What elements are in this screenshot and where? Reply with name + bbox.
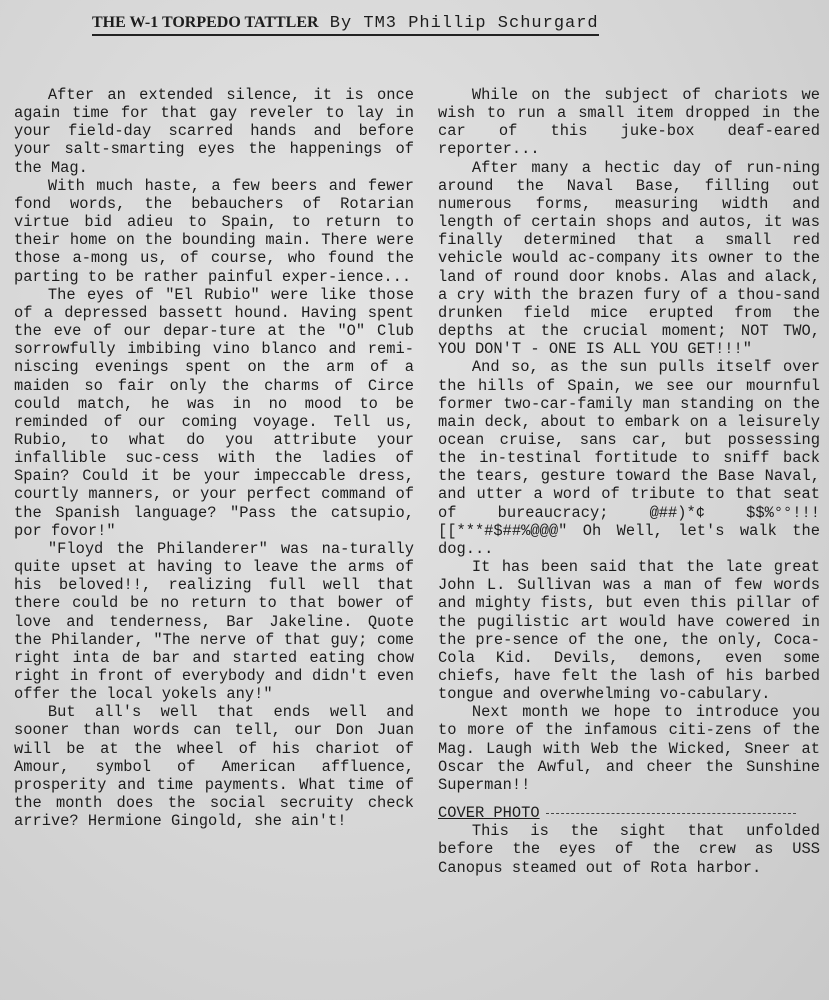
publication-title: THE W-1 TORPEDO TATTLER	[92, 14, 319, 31]
paragraph: After many a hectic day of run-ning around the Naval Base, filling out numerous forms, measuring width and length of certain shops and autos, it was finally determined that a small red vehicle would ac-company its owner to the land of round door knobs. Alas and alack, a cry with the brazen fury of a thou-sand drunken field mice erupted from the depths at the crucial moment; NOT TWO, YOU DON'T - ONE IS ALL YOU GET!!!"	[438, 158, 820, 359]
paragraph: The eyes of "El Rubio" were like those of a depressed bassett hound. Having spent the eve of our depar-ture at the "O" Club sorrowfully imbibing vino blanco and remi-niscing evenings spent on the arm of a maiden so fair only the charms of Circe could match, he was in no mood to be reminded of our coming voyage. Tell us, Rubio, to what do you attribute your infallible suc-cess with the ladies of Spain? Could it be your impeccable dress, courtly manners, or your perfect command of the Spanish language? "Pass the catsupio, por fovor!"	[14, 285, 414, 540]
paragraph: With much haste, a few beers and fewer fond words, the bebauchers of Rotarian virtue bid adieu to Spain, to return to their home on the bounding main. There were those a-mong us, of course, who found the parting to be rather painful exper-ience...	[14, 176, 414, 286]
paragraph: And so, as the sun pulls itself over the hills of Spain, we see our mournful former two-car-family man standing on the main deck, about to embark on a leisurely ocean cruise, sans car, but possessing the in-testinal fortitude to sniff back the tears, gesture toward the Base Naval, and utter a word of tribute to that seat of bureaucracy; @##)*¢ $$%°°!!![[***#$##%@@@" Oh Well, let's walk the dog...	[438, 358, 820, 558]
left-column	[14, 86, 414, 830]
dashed-rule	[546, 813, 796, 814]
paragraph: "Floyd the Philanderer" was na-turally quite upset at having to leave the arms of his beloved!!, realizing full well that there could be no return to that bower of love and tenderness, Bar Jakeline. Quote the Philander, "The nerve of that guy; come right inta de bar and started eating chow right in front of everybody and didn't even offer the local yokels any!"	[14, 539, 414, 704]
page-header	[92, 14, 599, 36]
paragraph: While on the subject of chariots we wish to run a small item dropped in the car of this juke-box deaf-eared reporter...	[438, 86, 820, 159]
paragraph: But all's well that ends well and sooner than words can tell, our Don Juan will be at the wheel of his chariot of Amour, symbol of American affluence, prosperity and time payments. What time of the month does the social secruity check arrive? Hermione Gingold, she ain't!	[14, 703, 414, 831]
right-column	[438, 86, 820, 877]
paragraph: After an extended silence, it is once again time for that gay reveler to lay in your field-day scarred hands and before your salt-smarting eyes the happenings of the Mag.	[14, 86, 414, 177]
cover-photo-heading-row	[438, 802, 820, 822]
cover-photo-heading: COVER PHOTO	[438, 804, 540, 823]
byline: By TM3 Phillip Schurgard	[329, 14, 599, 33]
paragraph: It has been said that the late great John L. Sullivan was a man of few words and mighty fists, but even this pillar of the pugilistic art would have cowered in the pre-sence of the one, the only, Coca-Cola Kid. Devils, demons, even some chiefs, have felt the lash of his barbed tongue and overwhelming vo-cabulary.	[438, 558, 820, 704]
paragraph: Next month we hope to introduce you to more of the infamous citi-zens of the Mag. Laugh with Web the Wicked, Sneer at Oscar the Awful, and cheer the Sunshine Superman!!	[438, 703, 820, 794]
cover-photo-caption: This is the sight that unfolded before the eyes of the crew as USS Canopus steamed out of Rota harbor.	[438, 822, 820, 877]
